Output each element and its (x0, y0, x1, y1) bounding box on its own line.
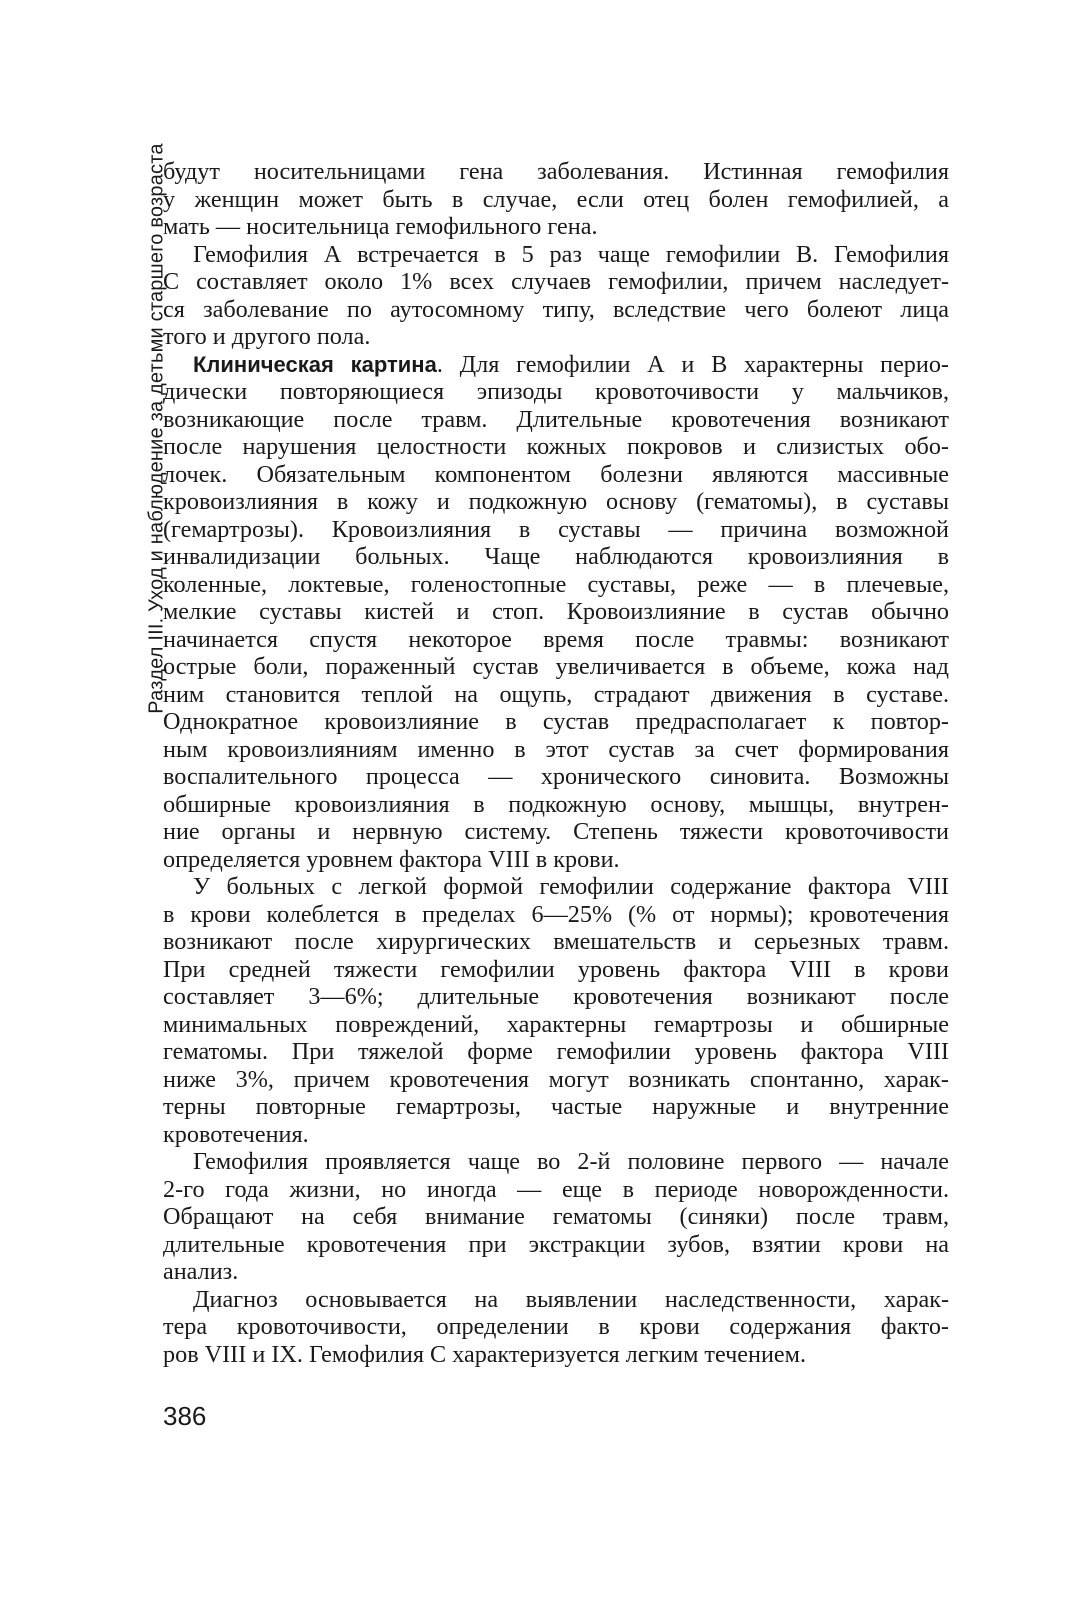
text-line: 2-го года жизни, но иногда — еще в периоде новорожденности. (163, 1175, 949, 1203)
text-line: составляет 3—6%; длительные кровотечения возникают после (163, 983, 949, 1010)
text-line: (гемартрозы). Кровоизлияния в суставы — причина возможной (163, 515, 949, 543)
text-line: того и другого пола. (163, 323, 371, 350)
text-line-rest: . Для гемофилии А и В характерны перио- (436, 350, 949, 378)
text-line: возникают после хирургических вмешательств и серьезных травм. (163, 928, 949, 955)
text-line: минимальных повреждений, характерны гемартрозы и обширные (163, 1010, 949, 1038)
text-line: воспалительного процесса — хронического синовита. Возможны (163, 763, 949, 790)
text-line: Однократное кровоизлияние в сустав предрасполагает к повтор- (163, 708, 949, 735)
paragraph (163, 1148, 949, 1286)
text-line: длительные кровотечения при экстракции зубов, взятии крови на (163, 1230, 949, 1258)
bold-lead-in: Клиническая картина (193, 351, 437, 377)
text-line: будут носительницами гена заболевания. Истинная гемофилия (163, 158, 949, 185)
text-line: возникающие после травм. Длительные кровотечения возникают (163, 405, 949, 433)
text-line: кровотечения. (163, 1120, 309, 1148)
text-line: ся заболевание по аутосомному типу, вследствие чего болеют лица (163, 295, 949, 323)
text-line: обширные кровоизлияния в подкожную основу, мышцы, внутрен- (163, 790, 949, 818)
paragraph (163, 351, 949, 874)
text-line: у женщин может быть в случае, если отец болен гемофилией, а (163, 185, 949, 213)
body-text (163, 158, 949, 1368)
paragraph (163, 873, 949, 1148)
text-line: Гемофилия проявляется чаще во 2-й половине первого — начале (193, 1148, 949, 1175)
text-line: ным кровоизлияниям именно в этот сустав за счет формирования (163, 735, 949, 763)
text-line: в крови колеблется в пределах 6—25% (% от нормы); кровотечения (163, 900, 949, 928)
text-line: острые боли, пораженный сустав увеличивается в объеме, кожа над (163, 653, 949, 680)
text-line: ние органы и нервную систему. Степень тяжести кровоточивости (163, 818, 949, 845)
text-line: анализ. (163, 1258, 239, 1285)
text-line: Обращают на себя внимание гематомы (синяки) после травм, (163, 1203, 949, 1230)
text-line: после нарушения целостности кожных покровов и слизистых обо- (163, 433, 949, 460)
text-line: инвалидизации больных. Чаще наблюдаются кровоизлияния в (163, 543, 949, 570)
text-line: У больных с легкой формой гемофилии содержание фактора VIII (193, 873, 949, 900)
text-line: дически повторяющиеся эпизоды кровоточивости у мальчиков, (163, 378, 949, 405)
text-line: ниже 3%, причем кровотечения могут возникать спонтанно, харак- (163, 1065, 949, 1093)
text-line: При средней тяжести гемофилии уровень фактора VIII в крови (163, 955, 949, 983)
text-line: мелкие суставы кистей и стоп. Кровоизлияние в сустав обычно (163, 598, 949, 625)
page-number: 386 (163, 1401, 207, 1431)
text-line: гематомы. При тяжелой форме гемофилии уровень фактора VIII (163, 1038, 949, 1065)
text-line: ров VIII и IX. Гемофилия С характеризуется легким течением. (163, 1340, 806, 1368)
text-line: Диагноз основывается на выявлении наследственности, харак- (193, 1285, 949, 1313)
text-line: С составляет около 1% всех случаев гемофилии, причем наследует- (163, 268, 949, 295)
text-line: мать — носительница гемофильного гена. (163, 213, 598, 240)
text-line: определяется уровнем фактора VIII в крови. (163, 845, 620, 873)
text-line: Гемофилия А встречается в 5 раз чаще гемофилии В. Гемофилия (193, 240, 949, 268)
text-line (163, 351, 949, 379)
text-line: лочек. Обязательным компонентом болезни являются массивные (163, 460, 949, 488)
paragraph (163, 1286, 949, 1369)
text-line: терны повторные гемартрозы, частые наружные и внутренние (163, 1093, 949, 1120)
text-line: тера кровоточивости, определении в крови содержания факто- (163, 1313, 949, 1340)
text-line: коленные, локтевые, голеностопные суставы, реже — в плечевые, (163, 570, 949, 598)
text-line: кровоизлияния в кожу и подкожную основу (гематомы), в суставы (163, 488, 949, 515)
paragraph (163, 241, 949, 351)
text-line: ним становится теплой на ощупь, страдают движения в суставе. (163, 680, 949, 708)
running-header-text: Раздел III. Уход и наблюдение за детьми старшего возраста (145, 142, 168, 714)
text-line: начинается спустя некоторое время после травмы: возникают (163, 625, 949, 653)
paragraph (163, 158, 949, 241)
